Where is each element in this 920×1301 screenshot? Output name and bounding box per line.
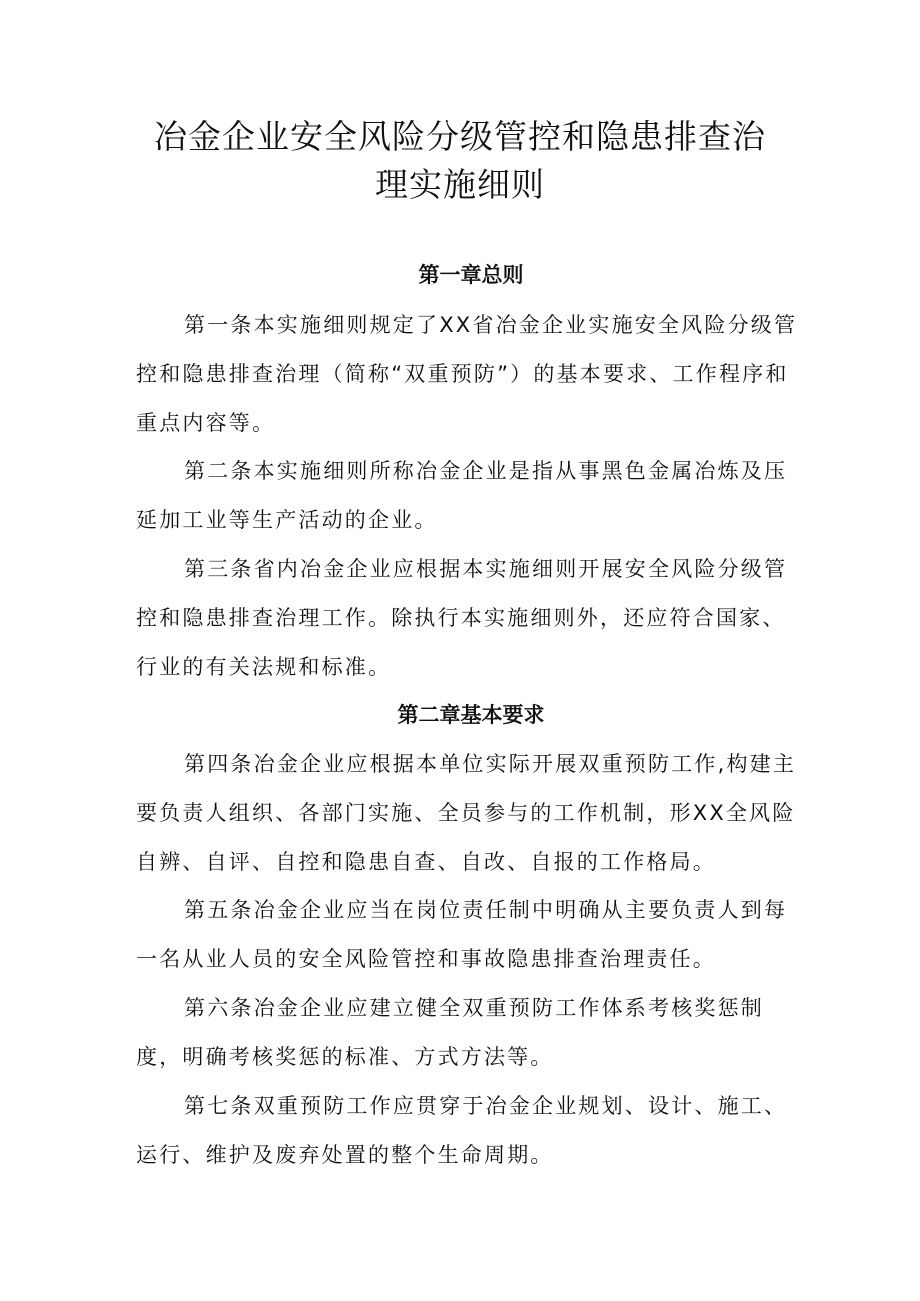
article-7: 第七条双重预防工作应贯穿于冶金企业规划、设计、施工、运行、维护及废弃处置的整个生命周期。 <box>136 1094 788 1167</box>
article-3: 第三条省内冶金企业应根据本实施细则开展安全风险分级管控和隐患排查治理工作。除执行本实施细则外，还应符合国家、行业的有关法规和标准。 <box>136 557 788 679</box>
article-1: 第一条本实施细则规定了XX省冶金企业实施安全风险分级管控和隐患排查治理（简称“双重预防”）的基本要求、工作程序和重点内容等。 <box>136 313 798 435</box>
article-6: 第六条冶金企业应建立健全双重预防工作体系考核奖惩制度，明确考核奖惩的标准、方式方法等。 <box>136 996 764 1069</box>
article-2: 第二条本实施细则所称冶金企业是指从事黑色金属冶炼及压延加工业等生产活动的企业。 <box>136 459 788 532</box>
chapter-2-heading: 第二章基本要求 <box>397 703 545 727</box>
document-title-line-1: 冶金企业安全风险分级管控和隐患排查治 <box>154 117 766 156</box>
article-4: 第四条冶金企业应根据本单位实际开展双重预防工作,构建主要负责人组织、各部门实施、全员参与的工作机制，形XX全风险自辨、自评、自控和隐患自查、自改、自报的工作格局。 <box>136 752 797 874</box>
article-5: 第五条冶金企业应当在岗位责任制中明确从主要负责人到每一名从业人员的安全风险管控和事故隐患排查治理责任。 <box>136 898 788 971</box>
document-title-line-2: 理实施细则 <box>375 165 545 204</box>
chapter-1-heading: 第一章总则 <box>418 263 524 287</box>
